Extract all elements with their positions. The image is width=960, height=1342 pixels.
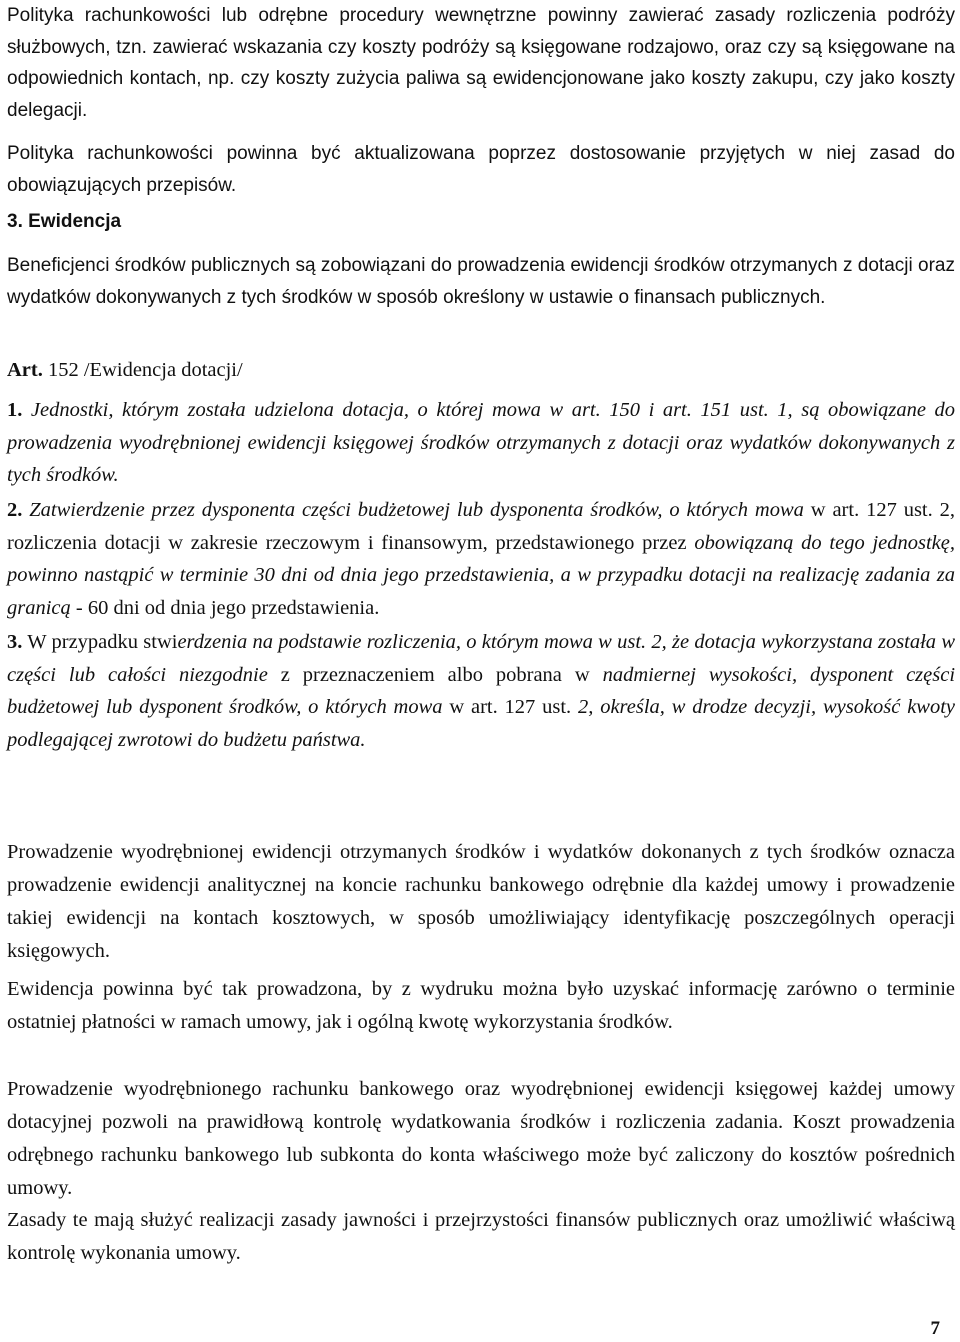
article-point-1 [7,394,955,492]
point-text: Jednostki, którym została udzielona dotacja, o której mowa w art. 150 i art. 151 ust. 1, są obowiązane do prowadzenia wyodrębnionej ewidencji księgowej środków otrzymanych z dotacji oraz wydatków dokonywanych z tych środków. [7,399,955,486]
paragraph-aktualizacja: Polityka rachunkowości powinna być aktualizowana poprzez dostosowanie przyjętych w niej zasad do obowiązujących przepisów. [7,143,955,196]
point-number: 3. [7,631,23,653]
point-text-regular: w art. 127 ust. 2, rozliczenia dotacji w zakresie rzeczowym i finansowym, przedstawionego przez [7,499,956,554]
point-text-italic-2: nadmiernej wysokości, dysponent części budżetowej lub dysponent środków, o których mowa [7,663,956,718]
paragraph-beneficjenci: Beneficjenci środków publicznych są zobowiązani do prowadzenia ewidencji środków otrzymanych z dotacji oraz wydatków dokonywanych z tych środków w sposób określony w ustawie o finansach publicznych. [7,255,955,308]
point-number: 2. [7,499,23,521]
point-text-regular: W przypadku stwi [27,631,178,653]
paragraph-zasady: Zasady te mają służyć realizacji zasady jawności i przejrzystości finansów publicznych oraz umożliwić właściwą kontrolę wykonania umowy. [7,1209,955,1264]
point-text-regular-2: - 60 dni od dnia jego przedstawienia. [75,596,380,619]
point-text-regular-3: w art. 127 ust. [449,696,572,718]
point-text-regular-2: z przeznaczeniem albo pobrana w [280,663,590,686]
point-text-italic: Zatwierdzenie przez dysponenta części budżetowej lub dysponenta środków, o których mowa [29,499,804,521]
paragraph-ewidencja-powinna: Ewidencja powinna być tak prowadzona, by z wydruku można było uzyskać informację zarówno o terminie ostatniej płatności w ramach umowy, jak i ogólną kwotę wykorzystania środków. [7,978,955,1033]
paragraph-intro: Polityka rachunkowości lub odrębne procedury wewnętrzne powinny zawierać zasady rozliczenia podróży służbowych, tzn. zawierać wskazania czy koszty podróży są księgowane rodzajowo, oraz czy są księgowane na odpowiednich kontach, np. czy koszty zużycia paliwa są ewidencjonowane jako koszty zakupu, czy jako koszty delegacji. [7,5,955,121]
article-point-3 [7,626,955,756]
page-number: 7 [930,1318,940,1339]
article-label: Art. [7,359,43,381]
section-heading: 3. Ewidencja [7,211,122,232]
article-point-2 [7,494,955,624]
point-text-italic: erdzenia na podstawie rozliczenia, o którym mowa w ust. 2, że dotacja wykorzystana została w części lub całości niezgodnie [7,631,955,686]
point-text-italic-2: obowiązaną do tego jednostkę, powinno nastąpić w terminie 30 dni od dnia jego przedstawienia, a w przypadku dotacji na realizację zadania za granicą [7,531,955,619]
article-title: 152 /Ewidencja dotacji/ [47,359,243,381]
article-heading [7,354,243,387]
point-text-italic-3: 2, określa, w drodze decyzji, wysokość kwoty podlegającej zwrotowi do budżetu państwa. [7,696,956,751]
point-number: 1. [7,399,23,421]
paragraph-prowadzenie-2: Prowadzenie wyodrębnionego rachunku bankowego oraz wyodrębnionej ewidencji księgowej każdej umowy dotacyjnej pozwoli na prawidłową kontrolę wydatkowania środków i rozliczenia zadania. Koszt prowadzenia odrębnego rachunku bankowego lub subkonta do konta właściwego może być zaliczony do kosztów pośrednich umowy. [7,1078,955,1199]
paragraph-prowadzenie-1: Prowadzenie wyodrębnionej ewidencji otrzymanych środków i wydatków dokonanych z tych środków oznacza prowadzenie ewidencji analitycznej na koncie rachunku bankowego odrębnie dla każdej umowy i prowadzenie takiej ewidencji na kontach kosztowych, w sposób umożliwiający identyfikację poszczególnych operacji księgowych. [7,841,955,962]
